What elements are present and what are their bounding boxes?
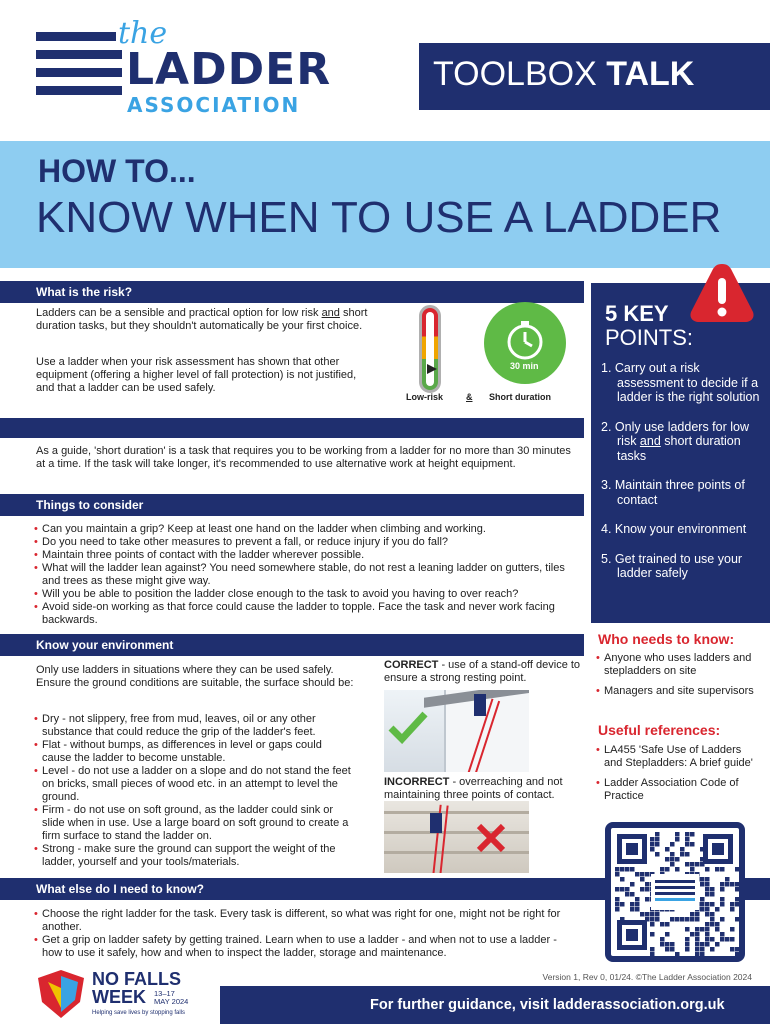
- list-item: • Do you need to take other measures to prevent a fall, or reduce injury if you do fall?: [36, 536, 576, 549]
- qr-code[interactable]: [605, 822, 745, 962]
- label-low-risk: Low-risk: [406, 392, 444, 402]
- who-list: [598, 652, 758, 698]
- nfw-dates-2: MAY 2024: [154, 997, 189, 1006]
- section-heading-risk: What is the risk?: [0, 281, 584, 303]
- correct-label: CORRECT: [384, 659, 439, 671]
- key-point-2-and: and: [639, 434, 661, 448]
- risk-p1-and: and: [321, 307, 340, 319]
- list-item: • Will you be able to position the ladder close enough to the task to avoid you having to over reach?: [36, 588, 576, 601]
- risk-p1-b: short duration tasks, but they shouldn't automatically be your first choice.: [36, 307, 368, 332]
- shield-icon: [36, 968, 86, 1020]
- list-item: • Ladder Association Code of Practice: [598, 777, 758, 802]
- references-heading: Useful references:: [598, 722, 721, 738]
- how-to-heading: HOW TO...: [38, 153, 196, 189]
- list-item: • LA455 'Safe Use of Ladders and Stepladders: A brief guide': [598, 744, 758, 769]
- list-item: • What will the ladder lean against? You need somewhere stable, do not rest a leaning ladder on gutters, tiles and trees as these might give way.: [36, 562, 576, 588]
- key-point-2-a: 2. Only use ladders for low risk: [601, 419, 749, 448]
- key-point: 1. Carry out a risk assessment to decide if a ladder is the right solution: [601, 361, 760, 404]
- incorrect-caption: [384, 776, 584, 802]
- ladder-association-logo: [36, 18, 336, 118]
- risk-meter-icon: [419, 305, 441, 393]
- list-item: • Get a grip on ladder safety by getting trained. Learn when to use a ladder - and when not to use a ladder - how to use it safely, how and when to inspect the ladder, storage and maintenance.: [36, 934, 576, 960]
- logo-association: ASSOCIATION: [127, 93, 301, 117]
- section-heading-environment: Know your environment: [0, 634, 584, 656]
- list-item: • Firm - do not use on soft ground, as the ladder could sink or slide when in use. Use a large board on soft ground to create a firm surface to stand the ladder on.: [36, 804, 354, 843]
- key-title-1: 5 KEY: [605, 301, 669, 326]
- risk-paragraph-1: [36, 307, 376, 333]
- label-short-duration: Short duration: [489, 392, 551, 402]
- version-text: Version 1, Rev 0, 01/24. ©The Ladder Association 2024: [542, 972, 752, 982]
- list-item: • Managers and site supervisors: [598, 685, 758, 698]
- incorrect-label: INCORRECT: [384, 776, 450, 788]
- divider-bar: [0, 418, 584, 438]
- environment-intro: Only use ladders in situations where they can be used safely. Ensure the ground conditions are suitable, the surface should be:: [36, 664, 354, 689]
- nfw-line-2: WEEK: [92, 987, 146, 1007]
- section-heading-else: What else do I need to know?: [0, 878, 770, 900]
- section-heading-consider: Things to consider: [0, 494, 584, 516]
- list-item: • Avoid side-on working as that force could cause the ladder to topple. Face the task and never work facing backwards.: [36, 601, 576, 627]
- list-item: • Dry - not slippery, free from mud, leaves, oil or any other substance that could reduce the grip of the ladder's feet.: [36, 713, 354, 739]
- incorrect-ladder-image: [384, 801, 529, 873]
- correct-text: - use of a stand-off device to ensure a strong resting point.: [384, 659, 581, 684]
- hero-banner: [0, 141, 770, 268]
- checkmark-icon: [388, 710, 428, 744]
- key-point: 5. Get trained to use your ladder safely: [601, 551, 743, 580]
- footer-guidance-bar[interactable]: [220, 986, 770, 1024]
- nfw-tagline: Helping save lives by stopping falls: [92, 1010, 186, 1016]
- risk-paragraph-2: Use a ladder when your risk assessment has shown that other equipment (offering a higher level of fall protection) is not justified, and that a ladder can be used safely.: [36, 356, 357, 394]
- toolbox-talk-banner: [419, 43, 770, 110]
- page-title: KNOW WHEN TO USE A LADDER: [36, 193, 722, 242]
- else-list: [36, 908, 576, 960]
- logo-the: the: [118, 16, 168, 51]
- label-and: &: [466, 392, 473, 402]
- key-points-list: [601, 361, 761, 596]
- consider-list: [36, 523, 576, 627]
- list-item: • Anyone who uses ladders and stepladders on site: [598, 652, 758, 677]
- list-item: • Choose the right ladder for the task. Every task is different, so what was right for one, might not be right for another.: [36, 908, 576, 934]
- list-item: • Can you maintain a grip? Keep at least one hand on the ladder when climbing and working.: [36, 523, 576, 536]
- key-title-2: POINTS:: [605, 325, 694, 350]
- incorrect-text: - overreaching and not maintaining three points of contact.: [384, 776, 563, 801]
- correct-ladder-image: [384, 690, 529, 772]
- list-item: • Maintain three points of contact with the ladder wherever possible.: [36, 549, 576, 562]
- references-list: [598, 744, 758, 802]
- cross-icon: [476, 823, 506, 853]
- nfw-dates: [154, 990, 188, 1006]
- nfw-line-1: NO FALLS: [92, 969, 181, 989]
- key-point: [601, 420, 761, 464]
- risk-p1-a: Ladders can be a sensible and practical option for low risk: [36, 307, 322, 319]
- warning-icon: [689, 262, 755, 324]
- key-points-panel: [591, 283, 770, 623]
- correct-caption: [384, 659, 584, 685]
- stopwatch-icon: [484, 302, 566, 384]
- who-heading: Who needs to know:: [598, 631, 735, 647]
- environment-list: [36, 713, 354, 869]
- guidance-link[interactable]: For further guidance, visit ladderassociation.org.uk: [370, 997, 725, 1013]
- list-item: • Flat - without bumps, as differences in level or gaps could cause the ladder to become unstable.: [36, 739, 354, 765]
- timer-label: 30 min: [510, 361, 539, 371]
- no-falls-week-logo: [36, 966, 216, 1021]
- key-point-2-b: short duration tasks: [617, 434, 741, 463]
- toolbox-word: TOOLBOX: [433, 55, 607, 93]
- key-point: 4. Know your environment: [601, 522, 747, 536]
- key-point: 3. Maintain three points of contact: [601, 478, 745, 507]
- list-item: • Level - do not use a ladder on a slope and do not stand the feet on bricks, small pieces of wood etc. in an attempt to level the ground.: [36, 765, 354, 804]
- risk-paragraph-3: As a guide, 'short duration' is a task that requires you to be working from a ladder for no more than 30 minutes at a time. If the task will take longer, it's recommended to use alternative work at height equipment.: [36, 445, 571, 470]
- talk-word: TALK: [606, 55, 695, 93]
- logo-ladder: LADDER: [126, 44, 332, 95]
- list-item: • Strong - make sure the ground can support the weight of the ladder, yourself and your tools/materials.: [36, 843, 354, 869]
- nfw-dates-1: 13–17: [154, 989, 175, 998]
